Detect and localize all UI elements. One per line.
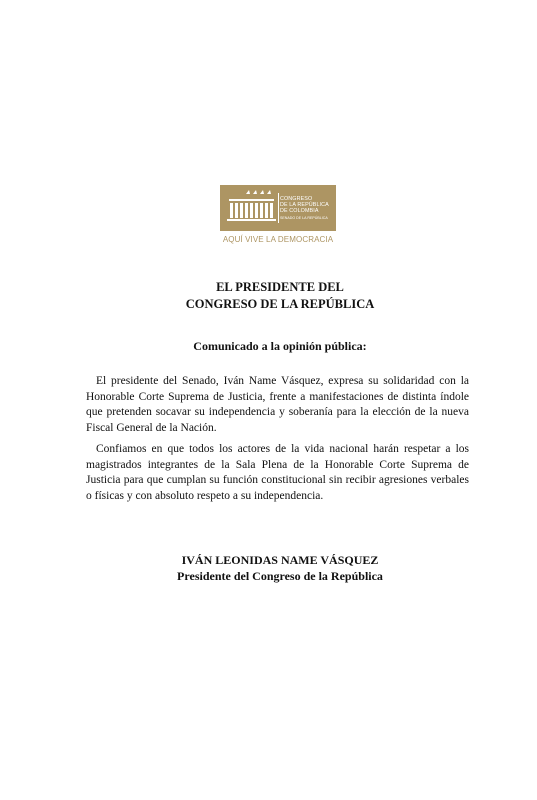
logo-tagline: AQUÍ VIVE LA DEMOCRACIA: [222, 235, 334, 244]
logo-line-2: DE LA REPÚBLICA: [280, 202, 329, 208]
signature-name: IVÁN LEONIDAS NAME VÁSQUEZ: [181, 553, 379, 567]
logo-line-1: CONGRESO: [280, 196, 313, 202]
logo-line-4: SENADO DE LA REPÚBLICA: [280, 216, 328, 220]
document-subtitle: Comunicado a la opinión pública:: [193, 339, 367, 353]
body-paragraph-2: Confiamos en que todos los actores de la vida nacional harán respetar a los magistrados integrantes de la Sala Plena de la Honorable Corte Suprema de Justicia para que cumplan su función constitucional sin recibir agresiones verbales o físicas y con absoluto respeto a su independencia.: [86, 443, 469, 502]
logo-line-3: DE COLOMBIA: [280, 208, 319, 214]
document-title-line-2: CONGRESO DE LA REPÚBLICA: [185, 297, 375, 311]
congress-logo: [220, 185, 340, 255]
body-paragraph-1: El presidente del Senado, Iván Name Vásquez, expresa su solidaridad con la Honorable Corte Suprema de Justicia, frente a manifestaciones de distinta índole que pretenden socavar su independencia y soberanía para la elección de la nueva Fiscal General de la Nación.: [86, 375, 469, 434]
document-title-line-1: EL PRESIDENTE DEL: [216, 280, 344, 294]
logo-wordmark: [280, 196, 336, 221]
signature-role: Presidente del Congreso de la República: [177, 569, 383, 583]
capitol-building-icon: [220, 185, 336, 231]
